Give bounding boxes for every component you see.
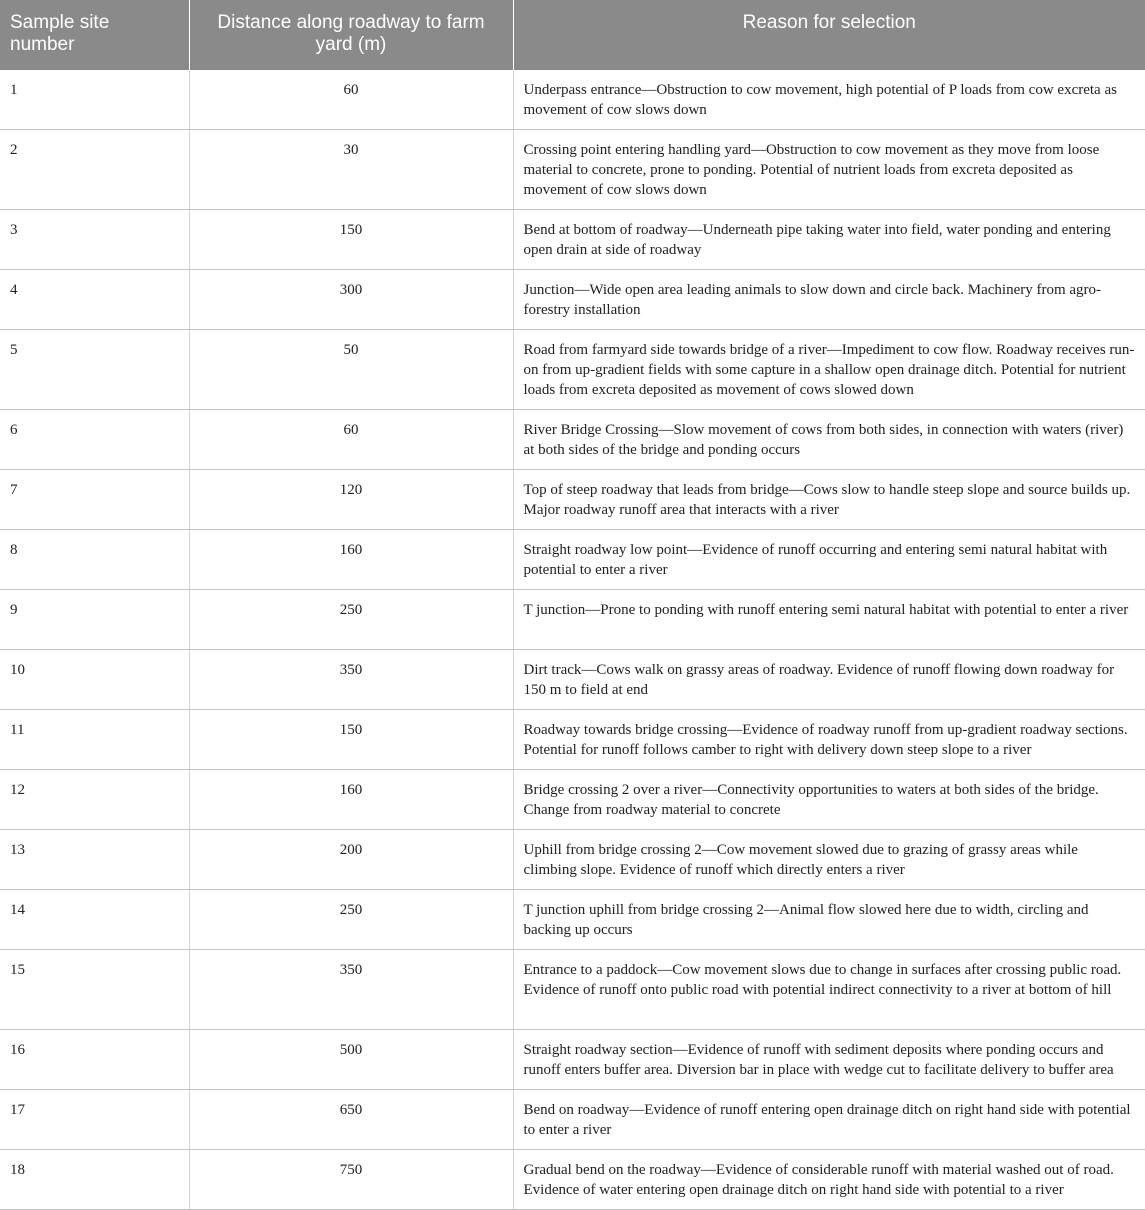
cell-site-number: 12 <box>0 770 189 830</box>
table-row <box>0 130 1145 210</box>
cell-reason: Bend on roadway—Evidence of runoff entering open drainage ditch on right hand side with potential to enter a river <box>513 1090 1145 1150</box>
cell-site-number: 8 <box>0 530 189 590</box>
cell-site-number: 1 <box>0 70 189 130</box>
cell-reason: Straight roadway section—Evidence of runoff with sediment deposits where ponding occurs and runoff enters buffer area. Diversion bar in place with wedge cut to facilitate delivery to buffer area <box>513 1030 1145 1090</box>
cell-reason: Underpass entrance—Obstruction to cow movement, high potential of P loads from cow excreta as movement of cow slows down <box>513 70 1145 130</box>
cell-reason: Junction—Wide open area leading animals to slow down and circle back. Machinery from agro-forestry installation <box>513 270 1145 330</box>
cell-reason: Uphill from bridge crossing 2—Cow movement slowed due to grazing of grassy areas while climbing slope. Evidence of runoff which directly enters a river <box>513 830 1145 890</box>
header-reason: Reason for selection <box>513 0 1145 70</box>
cell-site-number: 9 <box>0 590 189 650</box>
cell-distance: 350 <box>189 950 513 1030</box>
header-site-number: Sample site number <box>0 0 189 70</box>
cell-distance: 120 <box>189 470 513 530</box>
cell-site-number: 6 <box>0 410 189 470</box>
cell-reason: Top of steep roadway that leads from bridge—Cows slow to handle steep slope and source builds up. Major roadway runoff area that interacts with a river <box>513 470 1145 530</box>
cell-site-number: 16 <box>0 1030 189 1090</box>
table-row <box>0 590 1145 650</box>
cell-distance: 200 <box>189 830 513 890</box>
cell-site-number: 13 <box>0 830 189 890</box>
cell-reason: Roadway towards bridge crossing—Evidence of roadway runoff from up-gradient roadway sections. Potential for runoff follows camber to right with delivery down steep slope to a river <box>513 710 1145 770</box>
cell-distance: 60 <box>189 410 513 470</box>
cell-distance: 650 <box>189 1090 513 1150</box>
table-row <box>0 1090 1145 1150</box>
cell-reason: Straight roadway low point—Evidence of runoff occurring and entering semi natural habitat with potential to enter a river <box>513 530 1145 590</box>
table-row <box>0 70 1145 130</box>
cell-distance: 500 <box>189 1030 513 1090</box>
table-row <box>0 410 1145 470</box>
table-row <box>0 270 1145 330</box>
cell-site-number: 18 <box>0 1150 189 1210</box>
cell-site-number: 5 <box>0 330 189 410</box>
cell-distance: 160 <box>189 770 513 830</box>
table-row <box>0 1030 1145 1090</box>
cell-reason: T junction uphill from bridge crossing 2—Animal flow slowed here due to width, circling and backing up occurs <box>513 890 1145 950</box>
cell-distance: 150 <box>189 210 513 270</box>
table-row <box>0 210 1145 270</box>
cell-site-number: 4 <box>0 270 189 330</box>
cell-distance: 30 <box>189 130 513 210</box>
cell-distance: 160 <box>189 530 513 590</box>
table-row <box>0 1150 1145 1210</box>
cell-distance: 250 <box>189 590 513 650</box>
cell-site-number: 3 <box>0 210 189 270</box>
cell-site-number: 10 <box>0 650 189 710</box>
cell-site-number: 14 <box>0 890 189 950</box>
cell-site-number: 2 <box>0 130 189 210</box>
table-header <box>0 0 1145 70</box>
cell-reason: Bend at bottom of roadway—Underneath pipe taking water into field, water ponding and entering open drain at side of roadway <box>513 210 1145 270</box>
table-row <box>0 710 1145 770</box>
cell-site-number: 11 <box>0 710 189 770</box>
cell-reason: Dirt track—Cows walk on grassy areas of roadway. Evidence of runoff flowing down roadway for 150 m to field at end <box>513 650 1145 710</box>
cell-reason: Crossing point entering handling yard—Obstruction to cow movement as they move from loose material to concrete, prone to ponding. Potential of nutrient loads from excreta deposited as movement of cow slows down <box>513 130 1145 210</box>
table-row <box>0 830 1145 890</box>
table-row <box>0 330 1145 410</box>
table-row <box>0 890 1145 950</box>
cell-distance: 60 <box>189 70 513 130</box>
cell-reason: Bridge crossing 2 over a river—Connectivity opportunities to waters at both sides of the bridge. Change from roadway material to concrete <box>513 770 1145 830</box>
cell-reason: Gradual bend on the roadway—Evidence of considerable runoff with material washed out of road. Evidence of water entering open drainage ditch on right hand side with potential to a river <box>513 1150 1145 1210</box>
cell-reason: River Bridge Crossing—Slow movement of cows from both sides, in connection with waters (river) at both sides of the bridge and ponding occurs <box>513 410 1145 470</box>
cell-reason: Road from farmyard side towards bridge of a river—Impediment to cow flow. Roadway receives run-on from up-gradient fields with some capture in a shallow open drainage ditch. Potential for nutrient loads from excreta deposited as movement of cows slowed down <box>513 330 1145 410</box>
cell-reason: T junction—Prone to ponding with runoff entering semi natural habitat with potential to enter a river <box>513 590 1145 650</box>
header-distance: Distance along roadway to farm yard (m) <box>189 0 513 70</box>
table-row <box>0 470 1145 530</box>
table-row <box>0 770 1145 830</box>
table-body <box>0 70 1145 1210</box>
cell-distance: 150 <box>189 710 513 770</box>
cell-site-number: 7 <box>0 470 189 530</box>
cell-distance: 50 <box>189 330 513 410</box>
cell-distance: 350 <box>189 650 513 710</box>
table-row <box>0 950 1145 1030</box>
table-row <box>0 530 1145 590</box>
cell-site-number: 17 <box>0 1090 189 1150</box>
table-row <box>0 650 1145 710</box>
cell-distance: 250 <box>189 890 513 950</box>
cell-site-number: 15 <box>0 950 189 1030</box>
cell-reason: Entrance to a paddock—Cow movement slows due to change in surfaces after crossing public road. Evidence of runoff onto public road with potential indirect connectivity to a river at bottom of hill <box>513 950 1145 1030</box>
header-row <box>0 0 1145 70</box>
cell-distance: 750 <box>189 1150 513 1210</box>
cell-distance: 300 <box>189 270 513 330</box>
